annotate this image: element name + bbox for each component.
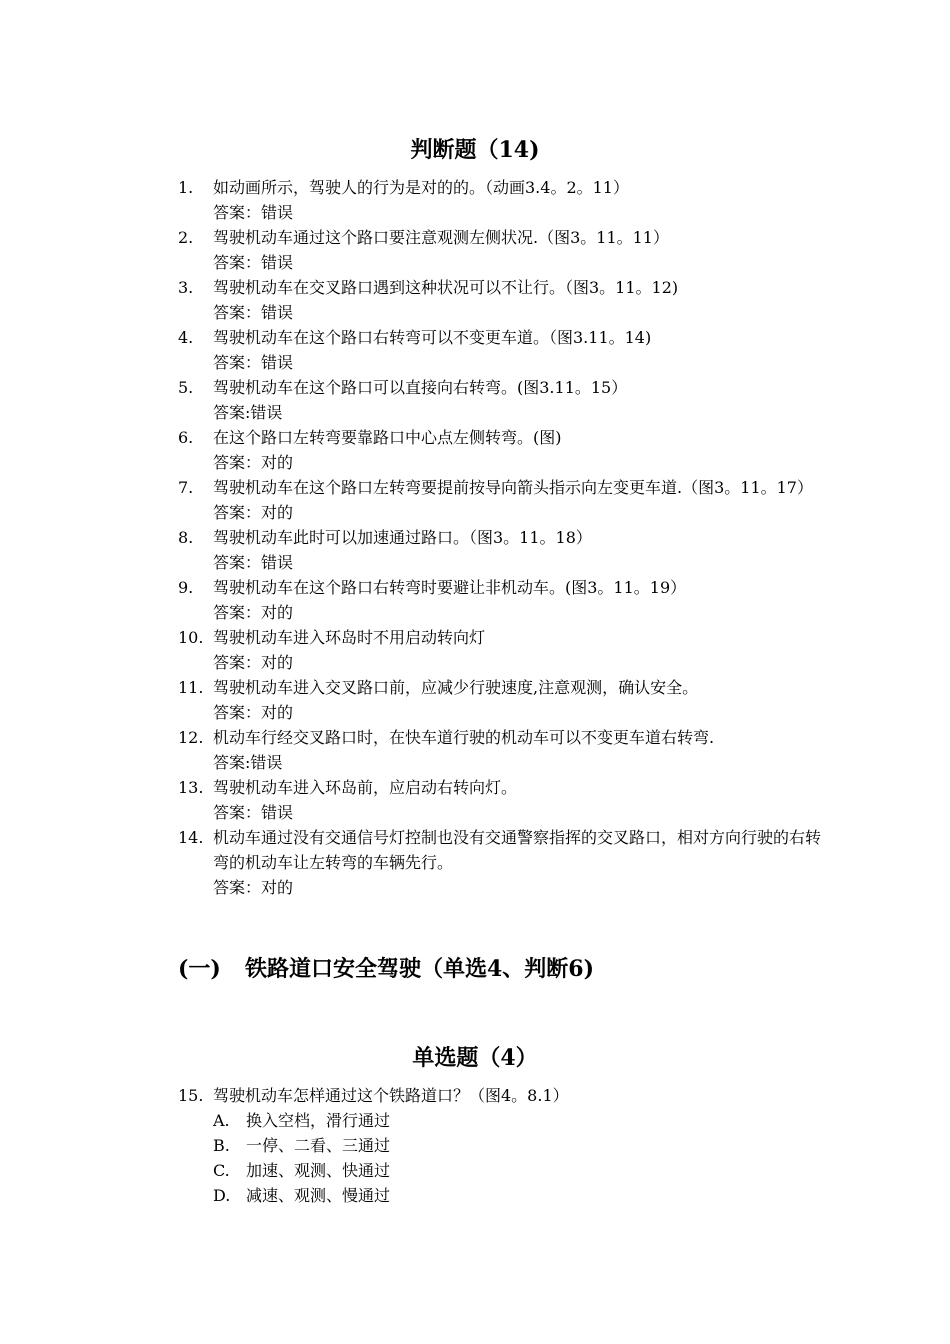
- question-text: 驾驶机动车进入环岛时不用启动转向灯: [213, 628, 486, 647]
- question-text: 驾驶机动车在这个路口左转弯要提前按导向箭头指示向左变更车道.（图3。11。17）: [213, 478, 813, 497]
- question-item: [178, 775, 828, 825]
- question-item: [178, 225, 828, 275]
- question-text: 驾驶机动车进入环岛前，应启动右转向灯。: [213, 778, 518, 797]
- question-item: [178, 425, 828, 475]
- question-item: [178, 825, 828, 900]
- option-letter: C.: [213, 1161, 230, 1180]
- answer-text: 答案：对的: [213, 878, 294, 897]
- question-text: 驾驶机动车在这个路口可以直接向右转弯。(图3.11。15）: [213, 378, 628, 397]
- answer-text: 答案：对的: [213, 453, 294, 472]
- question-text: 驾驶机动车在这个路口右转弯时要避让非机动车。(图3。11。19）: [213, 578, 687, 597]
- answer-text: 答案：对的: [213, 703, 294, 722]
- question-number: 8.: [178, 528, 194, 547]
- question-number: 6.: [178, 428, 194, 447]
- judgment-heading: 判断题（14): [410, 137, 540, 163]
- question-number: 11.: [178, 678, 204, 697]
- answer-text: 答案：对的: [213, 603, 294, 622]
- question-text: 机动车行经交叉路口时，在快车道行驶的机动车可以不变更车道右转弯.: [213, 728, 715, 747]
- option-item: [213, 1158, 828, 1183]
- question-item: [178, 325, 828, 375]
- question-number: 9.: [178, 578, 194, 597]
- option-text: 减速、观测、慢通过: [246, 1186, 391, 1205]
- question-number: 2.: [178, 228, 194, 247]
- question-text: 驾驶机动车在交叉路口遇到这种状况可以不让行。（图3。11。12): [213, 278, 679, 297]
- question-text: 在这个路口左转弯要靠路口中心点左侧转弯。(图): [213, 428, 562, 447]
- question-number: 4.: [178, 328, 194, 347]
- question-item: [178, 275, 828, 325]
- option-letter: A.: [213, 1111, 230, 1130]
- option-letter: D.: [213, 1186, 231, 1205]
- option-item: [213, 1183, 828, 1208]
- question-number: 15.: [178, 1086, 204, 1105]
- answer-text: 答案：对的: [213, 653, 294, 672]
- question-item: [178, 175, 828, 225]
- option-item: [213, 1133, 828, 1158]
- section-title: 铁路道口安全驾驶（单选4、判断6): [245, 956, 595, 982]
- answer-text: 答案:错误: [213, 753, 283, 772]
- single-choice-list: [178, 1083, 828, 1208]
- question-number: 7.: [178, 478, 194, 497]
- question-item: [178, 475, 828, 525]
- section-number: (一): [178, 956, 221, 982]
- question-text: 如动画所示，驾驶人的行为是对的的。（动画3.4。2。11）: [213, 178, 629, 197]
- question-number: 1.: [178, 178, 194, 197]
- answer-text: 答案：错误: [213, 303, 294, 322]
- question-number: 3.: [178, 278, 194, 297]
- answer-text: 答案：错误: [213, 253, 294, 272]
- question-item: [178, 725, 828, 775]
- question-text: 驾驶机动车进入交叉路口前，应减少行驶速度,注意观测，确认安全。: [213, 678, 699, 697]
- question-text: 驾驶机动车通过这个路口要注意观测左侧状况.（图3。11。11）: [213, 228, 669, 247]
- question-item: [178, 375, 828, 425]
- question-number: 12.: [178, 728, 204, 747]
- answer-text: 答案：错误: [213, 353, 294, 372]
- section-heading: [178, 954, 594, 984]
- question-text: 驾驶机动车怎样通过这个铁路道口？（图4。8.1）: [213, 1086, 569, 1105]
- answer-text: 答案：错误: [213, 553, 294, 572]
- question-number: 13.: [178, 778, 204, 797]
- option-text: 换入空档，滑行通过: [246, 1111, 391, 1130]
- question-item: [178, 625, 828, 675]
- answer-text: 答案：错误: [213, 803, 294, 822]
- question-item: [178, 525, 828, 575]
- option-text: 加速、观测、快通过: [246, 1161, 391, 1180]
- option-item: [213, 1108, 828, 1133]
- answer-text: 答案：对的: [213, 503, 294, 522]
- question-number: 14.: [178, 828, 204, 847]
- question-text: 驾驶机动车在这个路口右转弯可以不变更车道。（图3.11。14): [213, 328, 652, 347]
- answer-text: 答案：错误: [213, 203, 294, 222]
- question-item: [178, 675, 828, 725]
- option-text: 一停、二看、三通过: [246, 1136, 391, 1155]
- question-number: 5.: [178, 378, 194, 397]
- question-text: 机动车通过没有交通信号灯控制也没有交通警察指挥的交叉路口，相对方向行驶的右转弯的机动车让左转弯的车辆先行。: [213, 828, 822, 872]
- question-item: [178, 575, 828, 625]
- option-list: [178, 1108, 828, 1208]
- option-letter: B.: [213, 1136, 230, 1155]
- question-number: 10.: [178, 628, 204, 647]
- question-text: 驾驶机动车此时可以加速通过路口。（图3。11。18）: [213, 528, 592, 547]
- question-item: [178, 1083, 828, 1108]
- judgment-list: [178, 175, 828, 900]
- single-choice-heading: 单选题（4）: [412, 1045, 538, 1071]
- answer-text: 答案:错误: [213, 403, 283, 422]
